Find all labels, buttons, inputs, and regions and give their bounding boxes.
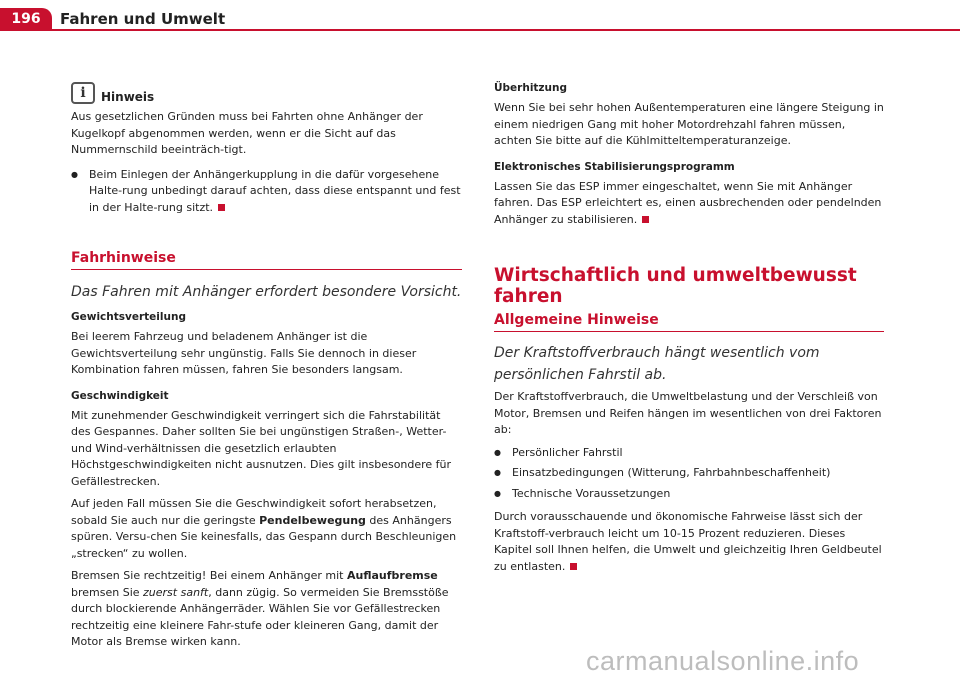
subheading-ueberhitzung: Überhitzung xyxy=(494,82,568,94)
subheading-gewicht: Gewichtsverteilung xyxy=(71,311,186,323)
paragraph-geschwindigkeit-2: Auf jeden Fall müssen Sie die Geschwindigkeit sofort herabsetzen, sobald Sie auch nur die geringste Pendelbewegung des Anhängers spüren. Versu-chen Sie keinesfalls, das Gespann durch Beschleunigen „strecken“ zu wollen. xyxy=(71,497,457,560)
running-title: Fahren und Umwelt xyxy=(60,10,226,28)
paragraph-ueberhitzung: Wenn Sie bei sehr hohen Außentemperaturen eine längere Steigung in einem niedrigen Gang mit hoher Motordrehzahl fahren müssen, achten Sie bitte auf die Kühlmitteltemperaturanzeige. xyxy=(494,101,884,147)
paragraph-outro: Durch vorausschauende und ökonomische Fahrweise lässt sich der Kraftstoff-verbrauch leicht um 10-15 Prozent reduzieren. Dieses Kapitel soll Ihnen helfen, die Umwelt und gleichzeitig Ihren Geldbeutel zu entlasten. xyxy=(494,510,882,573)
chapter-block xyxy=(494,265,884,307)
section-rule xyxy=(71,269,462,270)
term-auflaufbremse: Auflaufbremse xyxy=(347,569,438,582)
paragraph-geschwindigkeit-1: Mit zunehmender Geschwindigkeit verringert sich die Fahrstabilität des Gespannes. Daher sollten Sie bei ungünstigen Straßen-, Wetter- und Wind-verhältnissen die gesetzlich erlaubten Höchstgeschwindigkeiten nicht ausnutzen. Dies gilt insbesondere für Gefällestrecken. xyxy=(71,408,452,488)
term-zuerst-sanft: zuerst sanft xyxy=(143,585,209,599)
section-lead: Der Kraftstoffverbrauch hängt wesentlich vom persönlichen Fahrstil ab. xyxy=(494,345,820,383)
paragraph-esp: Lassen Sie das ESP immer eingeschaltet, wenn Sie mit Anhänger fahren. Das ESP erleichtert es, einen ausbrechenden oder pendelnden Anhänger zu stabilisieren. xyxy=(494,179,882,226)
bullet-icon xyxy=(494,486,512,504)
header-divider xyxy=(0,29,960,31)
allgemein-body xyxy=(494,389,884,575)
note-bullet-text: Beim Einlegen der Anhängerkupplung in die dafür vorgesehene Halte-rung unbedingt darauf achten, dass diese entspannt und fest in der Halte-rung sitzt. xyxy=(89,167,461,214)
page-number: 196 xyxy=(0,8,52,30)
list-item: ● Technische Voraussetzungen xyxy=(494,486,884,504)
end-mark-icon xyxy=(570,563,577,570)
section-lead: Das Fahren mit Anhänger erfordert besondere Vorsicht. xyxy=(71,284,462,300)
section-rule xyxy=(494,331,884,332)
section-allgemein xyxy=(494,312,884,386)
note-heading xyxy=(71,82,154,104)
bullet-icon xyxy=(71,167,89,217)
page-header xyxy=(0,0,960,30)
section-heading: Allgemeine Hinweise xyxy=(494,312,659,328)
section-heading: Fahrhinweise xyxy=(71,250,176,266)
subheading-esp: Elektronisches Stabilisierungsprogramm xyxy=(494,160,735,173)
note-icon: i xyxy=(71,82,95,104)
bullet-icon xyxy=(494,465,512,483)
watermark: carmanualsonline.info xyxy=(586,646,860,676)
fahrhinweise-body xyxy=(71,309,462,651)
note-bullet xyxy=(71,167,462,217)
list-item: ● Persönlicher Fahrstil xyxy=(494,445,884,463)
paragraph-gewicht: Bei leerem Fahrzeug und beladenem Anhänger ist die Gewichtsverteilung sehr ungünstig. Falls Sie dennoch in dieser Kombination fahren müssen, fahren Sie besonders langsam. xyxy=(71,330,417,376)
list-item: ● Einsatzbedingungen (Witterung, Fahrbahnbeschaffenheit) xyxy=(494,465,884,483)
paragraph-intro: Der Kraftstoffverbrauch, die Umweltbelastung und der Verschleiß von Motor, Bremsen und Reifen hängen im wesentlichen von drei Faktoren ab: xyxy=(494,390,882,436)
note-text: Aus gesetzlichen Gründen muss bei Fahrten ohne Anhänger der Kugelkopf abgenommen werden, wenn er die Sicht auf das Nummernschild beeinträch-tigt. xyxy=(71,110,423,156)
note-block xyxy=(71,109,462,216)
section-fahrhinweise xyxy=(71,250,462,303)
end-mark-icon xyxy=(218,204,225,211)
right-top-block xyxy=(494,80,884,228)
term-pendelbewegung: Pendelbewegung xyxy=(259,513,366,527)
note-title: Hinweis xyxy=(101,90,155,104)
end-mark-icon xyxy=(642,216,649,223)
subheading-geschwindigkeit: Geschwindigkeit xyxy=(71,389,169,402)
chapter-heading: Wirtschaftlich und umweltbewusst fahren xyxy=(494,265,857,307)
bullet-icon xyxy=(494,445,512,463)
paragraph-bremsen: Bremsen Sie rechtzeitig! Bei einem Anhänger mit Auflaufbremse bremsen Sie zuerst sanft, dann zügig. So vermeiden Sie Bremsstöße durch blockierende Anhängerräder. Wählen Sie vor Gefällestrecken rechtzeitig eine kleinere Fahr-stufe oder kleineren Gang, damit der Motor als Bremse wirken kann. xyxy=(71,569,449,648)
